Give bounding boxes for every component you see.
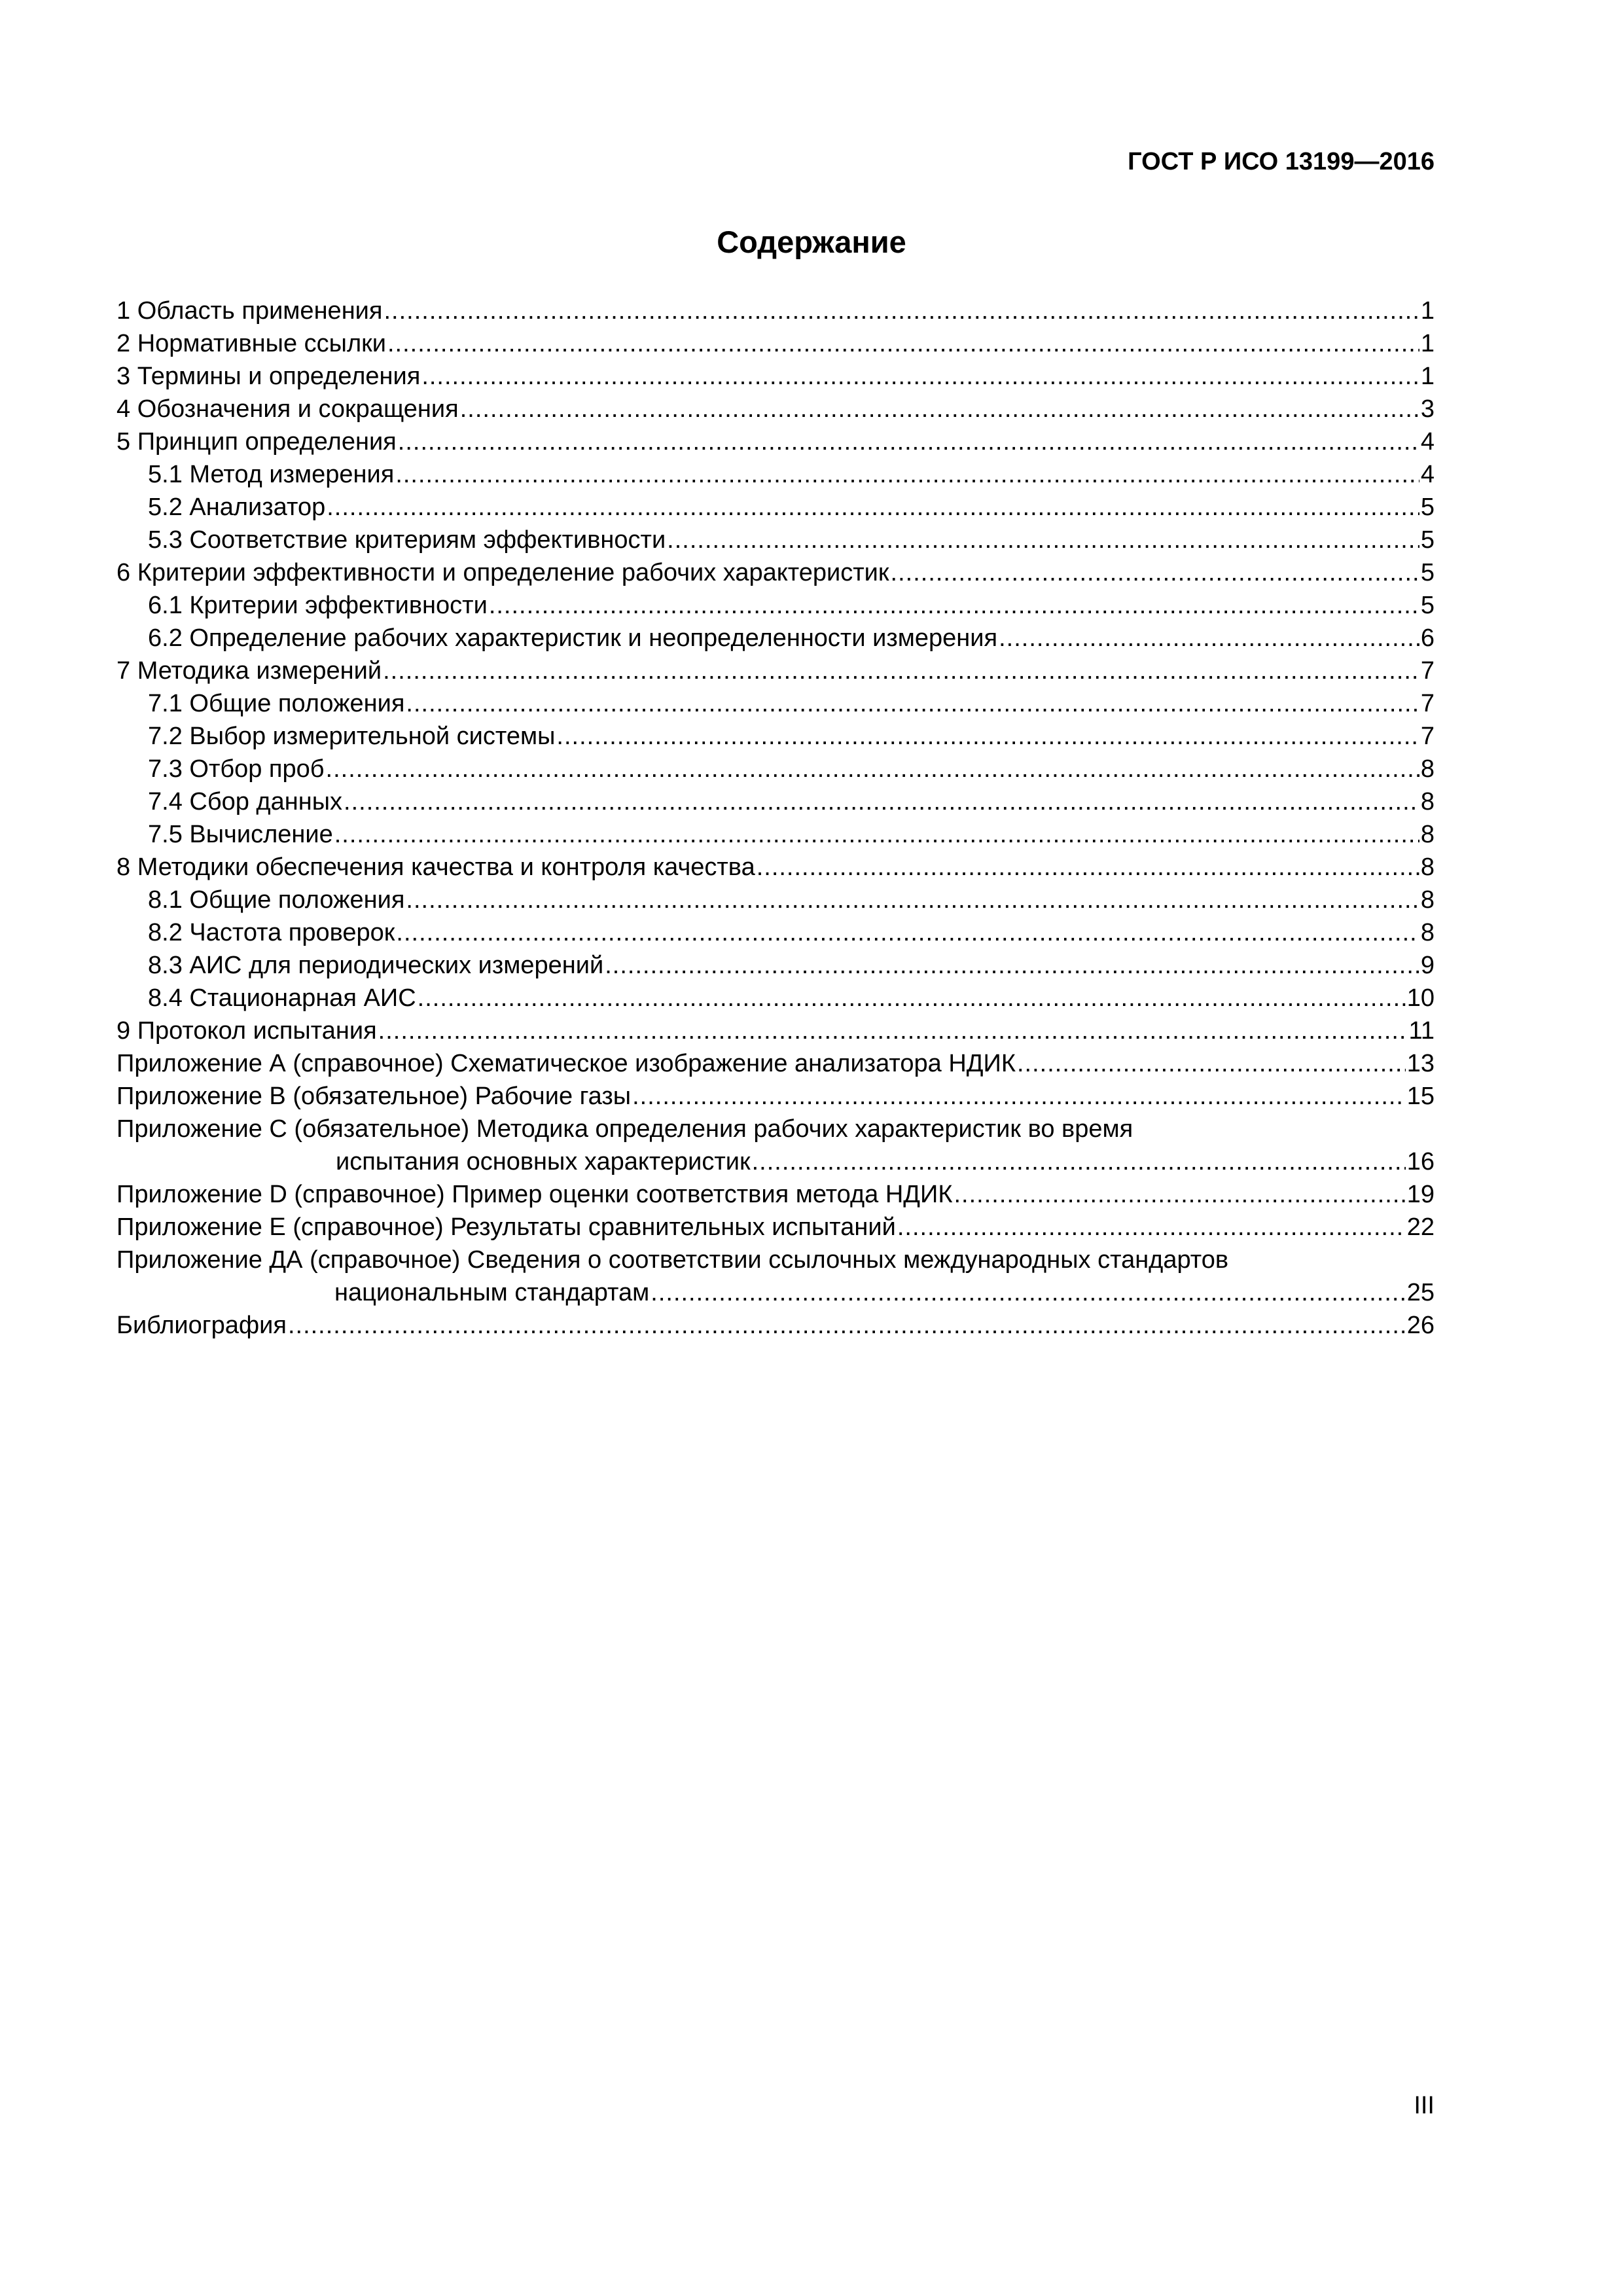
toc-entry[interactable]	[116, 982, 1435, 1014]
toc-entry-page: 8	[1420, 755, 1435, 783]
toc-entry-title: Библиография	[116, 1312, 287, 1339]
toc-entry[interactable]	[116, 295, 1435, 327]
toc-leader-dots	[1017, 1047, 1406, 1080]
toc-entry[interactable]	[116, 327, 1435, 360]
toc-entry[interactable]	[116, 1211, 1435, 1244]
toc-entry-page: 16	[1406, 1148, 1435, 1175]
toc-entry-page: 9	[1420, 952, 1435, 979]
toc-entry[interactable]	[116, 1080, 1435, 1113]
toc-entry-page: 1	[1420, 330, 1435, 357]
toc-entry[interactable]	[116, 1244, 1435, 1276]
toc-entry[interactable]	[116, 687, 1435, 720]
toc-leader-dots	[489, 589, 1419, 622]
toc-leader-dots	[344, 785, 1419, 818]
toc-entry-page: 8	[1420, 821, 1435, 848]
toc-entry[interactable]	[116, 1276, 1435, 1309]
toc-leader-dots	[632, 1080, 1406, 1113]
toc-entry[interactable]	[116, 1178, 1435, 1211]
toc-leader-dots	[326, 753, 1419, 785]
toc-leader-dots	[667, 524, 1419, 556]
toc-leader-dots	[406, 884, 1419, 916]
toc-entry-title: 8.4 Стационарная АИС	[148, 984, 416, 1012]
toc-leader-dots	[383, 295, 1419, 327]
toc-leader-dots	[396, 916, 1419, 949]
toc-entry-title: 7.4 Сбор данных	[148, 788, 343, 816]
toc-entry-page: 8	[1420, 886, 1435, 914]
toc-entry[interactable]	[116, 491, 1435, 524]
toc-leader-dots	[752, 1145, 1406, 1178]
toc-leader-dots	[406, 687, 1419, 720]
toc-entry-page: 7	[1420, 657, 1435, 685]
toc-entry-title: 1 Область применения	[116, 297, 383, 325]
toc-entry[interactable]	[116, 753, 1435, 785]
toc-entry[interactable]	[116, 360, 1435, 393]
toc-entry-title: 8.3 АИС для периодических измерений	[148, 952, 604, 979]
toc-leader-dots	[460, 393, 1419, 425]
toc-entry-page: 15	[1406, 1083, 1435, 1110]
toc-entry-page: 4	[1420, 461, 1435, 488]
toc-entry-page: 19	[1406, 1181, 1435, 1208]
toc-entry-title: 5.1 Метод измерения	[148, 461, 395, 488]
toc-entry[interactable]	[116, 884, 1435, 916]
toc-leader-dots	[421, 360, 1419, 393]
toc-entry-page: 1	[1420, 363, 1435, 390]
toc-entry-page: 5	[1420, 526, 1435, 554]
toc-entry[interactable]	[116, 425, 1435, 458]
toc-entry-title: 6 Критерии эффективности и определение рабочих характеристик	[116, 559, 889, 586]
toc-entry-page: 8	[1420, 919, 1435, 946]
toc-leader-dots	[897, 1211, 1406, 1244]
toc-leader-dots	[288, 1309, 1406, 1342]
toc-entry-page: 13	[1406, 1050, 1435, 1077]
toc-entry[interactable]	[116, 1047, 1435, 1080]
toc-entry[interactable]	[116, 524, 1435, 556]
toc-entry-page: 3	[1420, 395, 1435, 423]
toc-entry-title: Приложение С (обязательное) Методика определения рабочих характеристик во время	[116, 1115, 1133, 1143]
toc-entry[interactable]	[116, 622, 1435, 655]
toc-leader-dots	[334, 818, 1419, 851]
toc-entry[interactable]	[116, 720, 1435, 753]
toc-entry[interactable]	[116, 851, 1435, 884]
toc-entry-title: 7.2 Выбор измерительной системы	[148, 723, 556, 750]
toc-entry-page: 5	[1420, 559, 1435, 586]
table-of-contents	[116, 295, 1435, 1342]
toc-entry-title: 7.3 Отбор проб	[148, 755, 325, 783]
toc-entry-page: 10	[1406, 984, 1435, 1012]
toc-leader-dots	[891, 556, 1419, 589]
toc-entry[interactable]	[116, 589, 1435, 622]
toc-leader-dots	[395, 458, 1419, 491]
toc-leader-dots	[378, 1014, 1408, 1047]
toc-entry-page: 6	[1420, 624, 1435, 652]
toc-entry-page: 8	[1420, 788, 1435, 816]
toc-entry[interactable]	[116, 1145, 1435, 1178]
toc-entry-title: 8.1 Общие положения	[148, 886, 405, 914]
toc-entry-page: 25	[1406, 1279, 1435, 1306]
toc-entry-title: 6.2 Определение рабочих характеристик и неопределенности измерения	[148, 624, 998, 652]
toc-entry-page: 7	[1420, 690, 1435, 717]
toc-entry-title: национальным стандартам	[334, 1279, 650, 1306]
toc-entry-title: 6.1 Критерии эффективности	[148, 592, 488, 619]
toc-entry[interactable]	[116, 1014, 1435, 1047]
page-number: III	[1414, 2092, 1435, 2119]
toc-entry-title: 3 Термины и определения	[116, 363, 421, 390]
toc-entry-title: Приложение E (справочное) Результаты сравнительных испытаний	[116, 1213, 896, 1241]
toc-entry-title: 5.2 Анализатор	[148, 493, 326, 521]
toc-entry-title: Приложение D (справочное) Пример оценки соответствия метода НДИК	[116, 1181, 953, 1208]
toc-entry-page: 5	[1420, 493, 1435, 521]
toc-entry-page: 7	[1420, 723, 1435, 750]
toc-leader-dots	[418, 982, 1406, 1014]
toc-entry-page: 26	[1406, 1312, 1435, 1339]
toc-entry-page: 22	[1406, 1213, 1435, 1241]
standard-designation: ГОСТ Р ИСО 13199—2016	[1128, 148, 1435, 175]
toc-leader-dots	[387, 327, 1419, 360]
toc-entry-title: 4 Обозначения и сокращения	[116, 395, 459, 423]
toc-leader-dots	[398, 425, 1419, 458]
toc-entry-page: 8	[1420, 853, 1435, 881]
toc-entry-title: 5.3 Соответствие критериям эффективности	[148, 526, 666, 554]
toc-leader-dots	[757, 851, 1419, 884]
toc-entry[interactable]	[116, 949, 1435, 982]
toc-entry-title: 8 Методики обеспечения качества и контроля качества	[116, 853, 755, 881]
toc-entry-page: 1	[1420, 297, 1435, 325]
toc-leader-dots	[327, 491, 1419, 524]
toc-entry-title: 9 Протокол испытания	[116, 1017, 377, 1045]
toc-entry-title: испытания основных характеристик	[336, 1148, 751, 1175]
toc-entry-page: 5	[1420, 592, 1435, 619]
toc-entry[interactable]	[116, 458, 1435, 491]
toc-entry-page: 11	[1408, 1017, 1435, 1045]
toc-entry-title: Приложение А (справочное) Схематическое изображение анализатора НДИК	[116, 1050, 1016, 1077]
toc-entry-title: 7.1 Общие положения	[148, 690, 405, 717]
toc-entry[interactable]	[116, 916, 1435, 949]
page-title: Содержание	[717, 224, 906, 259]
toc-leader-dots	[605, 949, 1419, 982]
toc-entry-title: 7.5 Вычисление	[148, 821, 333, 848]
toc-leader-dots	[954, 1178, 1405, 1211]
toc-entry[interactable]	[116, 556, 1435, 589]
toc-entry[interactable]	[116, 393, 1435, 425]
toc-entry[interactable]	[116, 1113, 1435, 1145]
toc-entry-title: 7 Методика измерений	[116, 657, 382, 685]
toc-entry-title: 5 Принцип определения	[116, 428, 397, 456]
toc-leader-dots	[651, 1276, 1405, 1309]
toc-entry[interactable]	[116, 655, 1435, 687]
toc-leader-dots	[556, 720, 1419, 753]
toc-leader-dots	[999, 622, 1419, 655]
toc-entry-title: Приложение В (обязательное) Рабочие газы	[116, 1083, 632, 1110]
toc-entry-title: 2 Нормативные ссылки	[116, 330, 386, 357]
toc-entry[interactable]	[116, 818, 1435, 851]
toc-entry-page: 4	[1420, 428, 1435, 456]
toc-entry-title: 8.2 Частота проверок	[148, 919, 395, 946]
toc-entry-title: Приложение ДА (справочное) Сведения о соответствии ссылочных международных стандартов	[116, 1246, 1229, 1274]
toc-entry[interactable]	[116, 785, 1435, 818]
toc-leader-dots	[383, 655, 1419, 687]
toc-entry[interactable]	[116, 1309, 1435, 1342]
